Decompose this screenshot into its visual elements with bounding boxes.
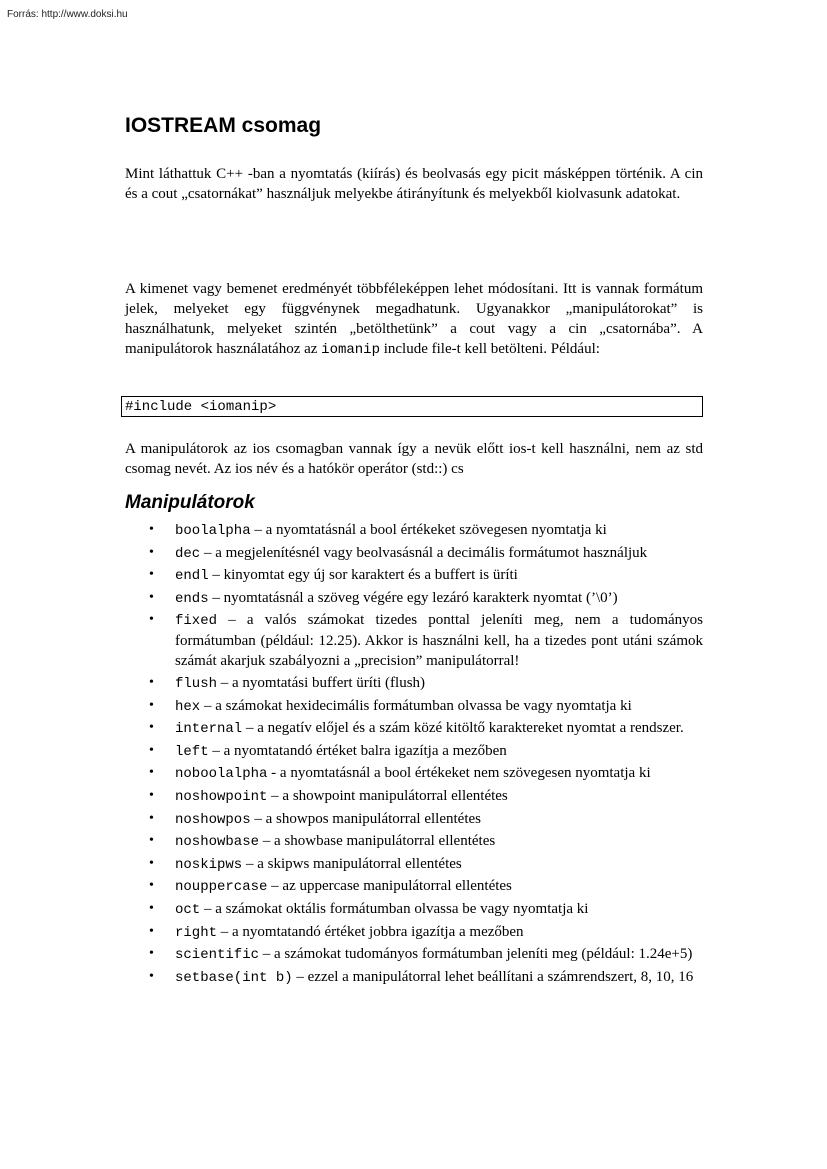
- manipulator-description: – a számokat oktális formátumban olvassa be vagy nyomtatja ki: [200, 900, 589, 917]
- manipulator-keyword: noshowpoint: [175, 788, 268, 805]
- list-item: [125, 854, 703, 875]
- list-item: [125, 831, 703, 852]
- manipulator-keyword: left: [175, 743, 209, 760]
- manipulator-description: – ezzel a manipulátorral lehet beállítani a számrendszert, 8, 10, 16: [292, 968, 694, 985]
- manipulator-keyword: setbase(int b): [175, 969, 293, 986]
- list-item: [125, 786, 703, 807]
- manipulator-keyword: boolalpha: [175, 523, 251, 539]
- manipulator-keyword: nouppercase: [175, 879, 268, 896]
- bullet-icon: •: [149, 589, 154, 605]
- bullet-icon: •: [149, 544, 154, 560]
- bullet-icon: •: [149, 833, 154, 849]
- list-item: [125, 741, 703, 762]
- bullet-icon: •: [149, 697, 154, 713]
- manipulator-description: – a nyomtatandó értéket jobbra igazítja a mezőben: [217, 923, 524, 940]
- list-item: [125, 967, 703, 988]
- bullet-icon: •: [149, 567, 154, 583]
- list-item: [125, 610, 703, 671]
- manipulator-description: – az uppercase manipulátorral ellentétes: [267, 878, 512, 895]
- manipulator-keyword: hex: [175, 698, 201, 715]
- manipulator-keyword: internal: [175, 721, 243, 738]
- list-item: [125, 543, 703, 564]
- manipulator-description: – a showbase manipulátorral ellentétes: [259, 833, 496, 850]
- bullet-icon: •: [149, 900, 154, 916]
- manipulator-description: – a nyomtatandó értéket balra igazítja a mezőben: [208, 742, 507, 759]
- manipulator-keyword: noshowpos: [175, 811, 251, 828]
- intro-paragraph: Mint láthattuk C++ -ban a nyomtatás (kiírás) és beolvasás egy picit másképpen történik. A cin és a cout „csatornákat” használjuk melyekbe átirányítunk és melyekből kiolvasunk adatokat.: [125, 166, 703, 202]
- manipulator-keyword: noshowbase: [175, 834, 260, 851]
- manipulator-description: – a showpoint manipulátorral ellentétes: [267, 787, 508, 804]
- manipulator-intro-paragraph: [125, 279, 703, 360]
- ios-paragraph: A manipulátorok az ios csomagban vannak így a nevük előtt ios-t kell használni, nem az std csomag nevét. Az ios név és a hatókör operátor (std::) cs: [125, 441, 703, 477]
- list-item: [125, 565, 703, 586]
- bullet-icon: •: [149, 946, 154, 962]
- manipulator-keyword: noboolalpha: [175, 766, 268, 783]
- manipulator-keyword: dec: [175, 545, 201, 562]
- manipulator-description: – a számokat hexidecimális formátumban olvassa be vagy nyomtatja ki: [200, 697, 632, 714]
- paragraph-text: include file-t kell betölteni. Például:: [379, 341, 600, 357]
- bullet-icon: •: [149, 968, 154, 984]
- list-item: [125, 718, 703, 739]
- bullet-icon: •: [149, 720, 154, 736]
- source-line: Forrás: http://www.doksi.hu: [7, 9, 128, 20]
- bullet-icon: •: [149, 742, 154, 758]
- manipulator-list: [125, 520, 703, 989]
- paragraph-text: A kimenet vagy bemenet eredményét többféleképpen lehet módosítani. Itt is vannak formátum jelek, melyeket egy függvénynek megadhatunk. Ugyanakkor „manipulátorokat” is használhatunk, melyeket szintén „betölthetünk” a cout vagy a cin „csatornába”. A manipulátorok használatához az: [125, 281, 703, 357]
- bullet-icon: •: [149, 765, 154, 781]
- list-item: [125, 922, 703, 943]
- code-example-box: #include <iomanip>: [121, 396, 703, 417]
- list-item: [125, 673, 703, 694]
- manipulator-description: – a megjelenítésnél vagy beolvasásnál a decimális formátumot használjuk: [200, 544, 648, 561]
- bullet-icon: •: [149, 612, 154, 628]
- list-item: [125, 696, 703, 717]
- manipulator-description: – kinyomtat egy új sor karaktert és a buffert is üríti: [208, 567, 518, 584]
- manipulator-description: - a nyomtatásnál a bool értékeket nem szövegesen nyomtatja ki: [267, 765, 651, 782]
- bullet-icon: •: [149, 923, 154, 939]
- manipulator-keyword: fixed: [175, 613, 218, 630]
- list-item: [125, 944, 703, 965]
- list-item: [125, 588, 703, 609]
- list-item: [125, 763, 703, 784]
- manipulator-description: – a nyomtatási buffert üríti (flush): [217, 674, 426, 691]
- bullet-icon: •: [149, 674, 154, 690]
- list-item: [125, 899, 703, 920]
- manipulator-description: – a negatív előjel és a szám közé kitöltő karaktereket nyomtat a rendszer.: [242, 720, 684, 737]
- manipulator-keyword: right: [175, 924, 218, 941]
- manipulator-description: – nyomtatásnál a szöveg végére egy lezáró karakterk nyomtat (’\0’): [208, 589, 618, 606]
- inline-code-iomanip: iomanip: [321, 342, 380, 358]
- bullet-icon: •: [149, 878, 154, 894]
- bullet-icon: •: [149, 855, 154, 871]
- page-title: IOSTREAM csomag: [125, 114, 322, 137]
- manipulator-keyword: endl: [175, 568, 209, 585]
- manipulator-description: – a skipws manipulátorral ellentétes: [242, 855, 462, 872]
- manipulator-keyword: scientific: [175, 947, 260, 964]
- bullet-icon: •: [149, 810, 154, 826]
- list-item: [125, 809, 703, 830]
- manipulator-description: – a számokat tudományos formátumban jeleníti meg (például: 1.24e+5): [259, 946, 693, 963]
- manipulator-description: – a showpos manipulátorral ellentétes: [250, 810, 481, 827]
- bullet-icon: •: [149, 787, 154, 803]
- manipulator-keyword: flush: [175, 675, 218, 692]
- list-item: [125, 520, 703, 541]
- manipulator-keyword: ends: [175, 590, 209, 607]
- section-heading-manipulators: Manipulátorok: [125, 492, 255, 513]
- list-item: [125, 876, 703, 897]
- bullet-icon: •: [149, 522, 154, 537]
- manipulator-keyword: noskipws: [175, 856, 243, 873]
- manipulator-keyword: oct: [175, 901, 201, 918]
- manipulator-description: – a valós számokat tizedes ponttal jeleníti meg, nem a tudományos formátumban (például: 12.25). Akkor is használni kell, ha a tizedes pont utáni számok számát akarjuk szabályozni a „precision” manipulátorral!: [175, 612, 703, 670]
- manipulator-description: – a nyomtatásnál a bool értékeket szövegesen nyomtatja ki: [250, 522, 607, 538]
